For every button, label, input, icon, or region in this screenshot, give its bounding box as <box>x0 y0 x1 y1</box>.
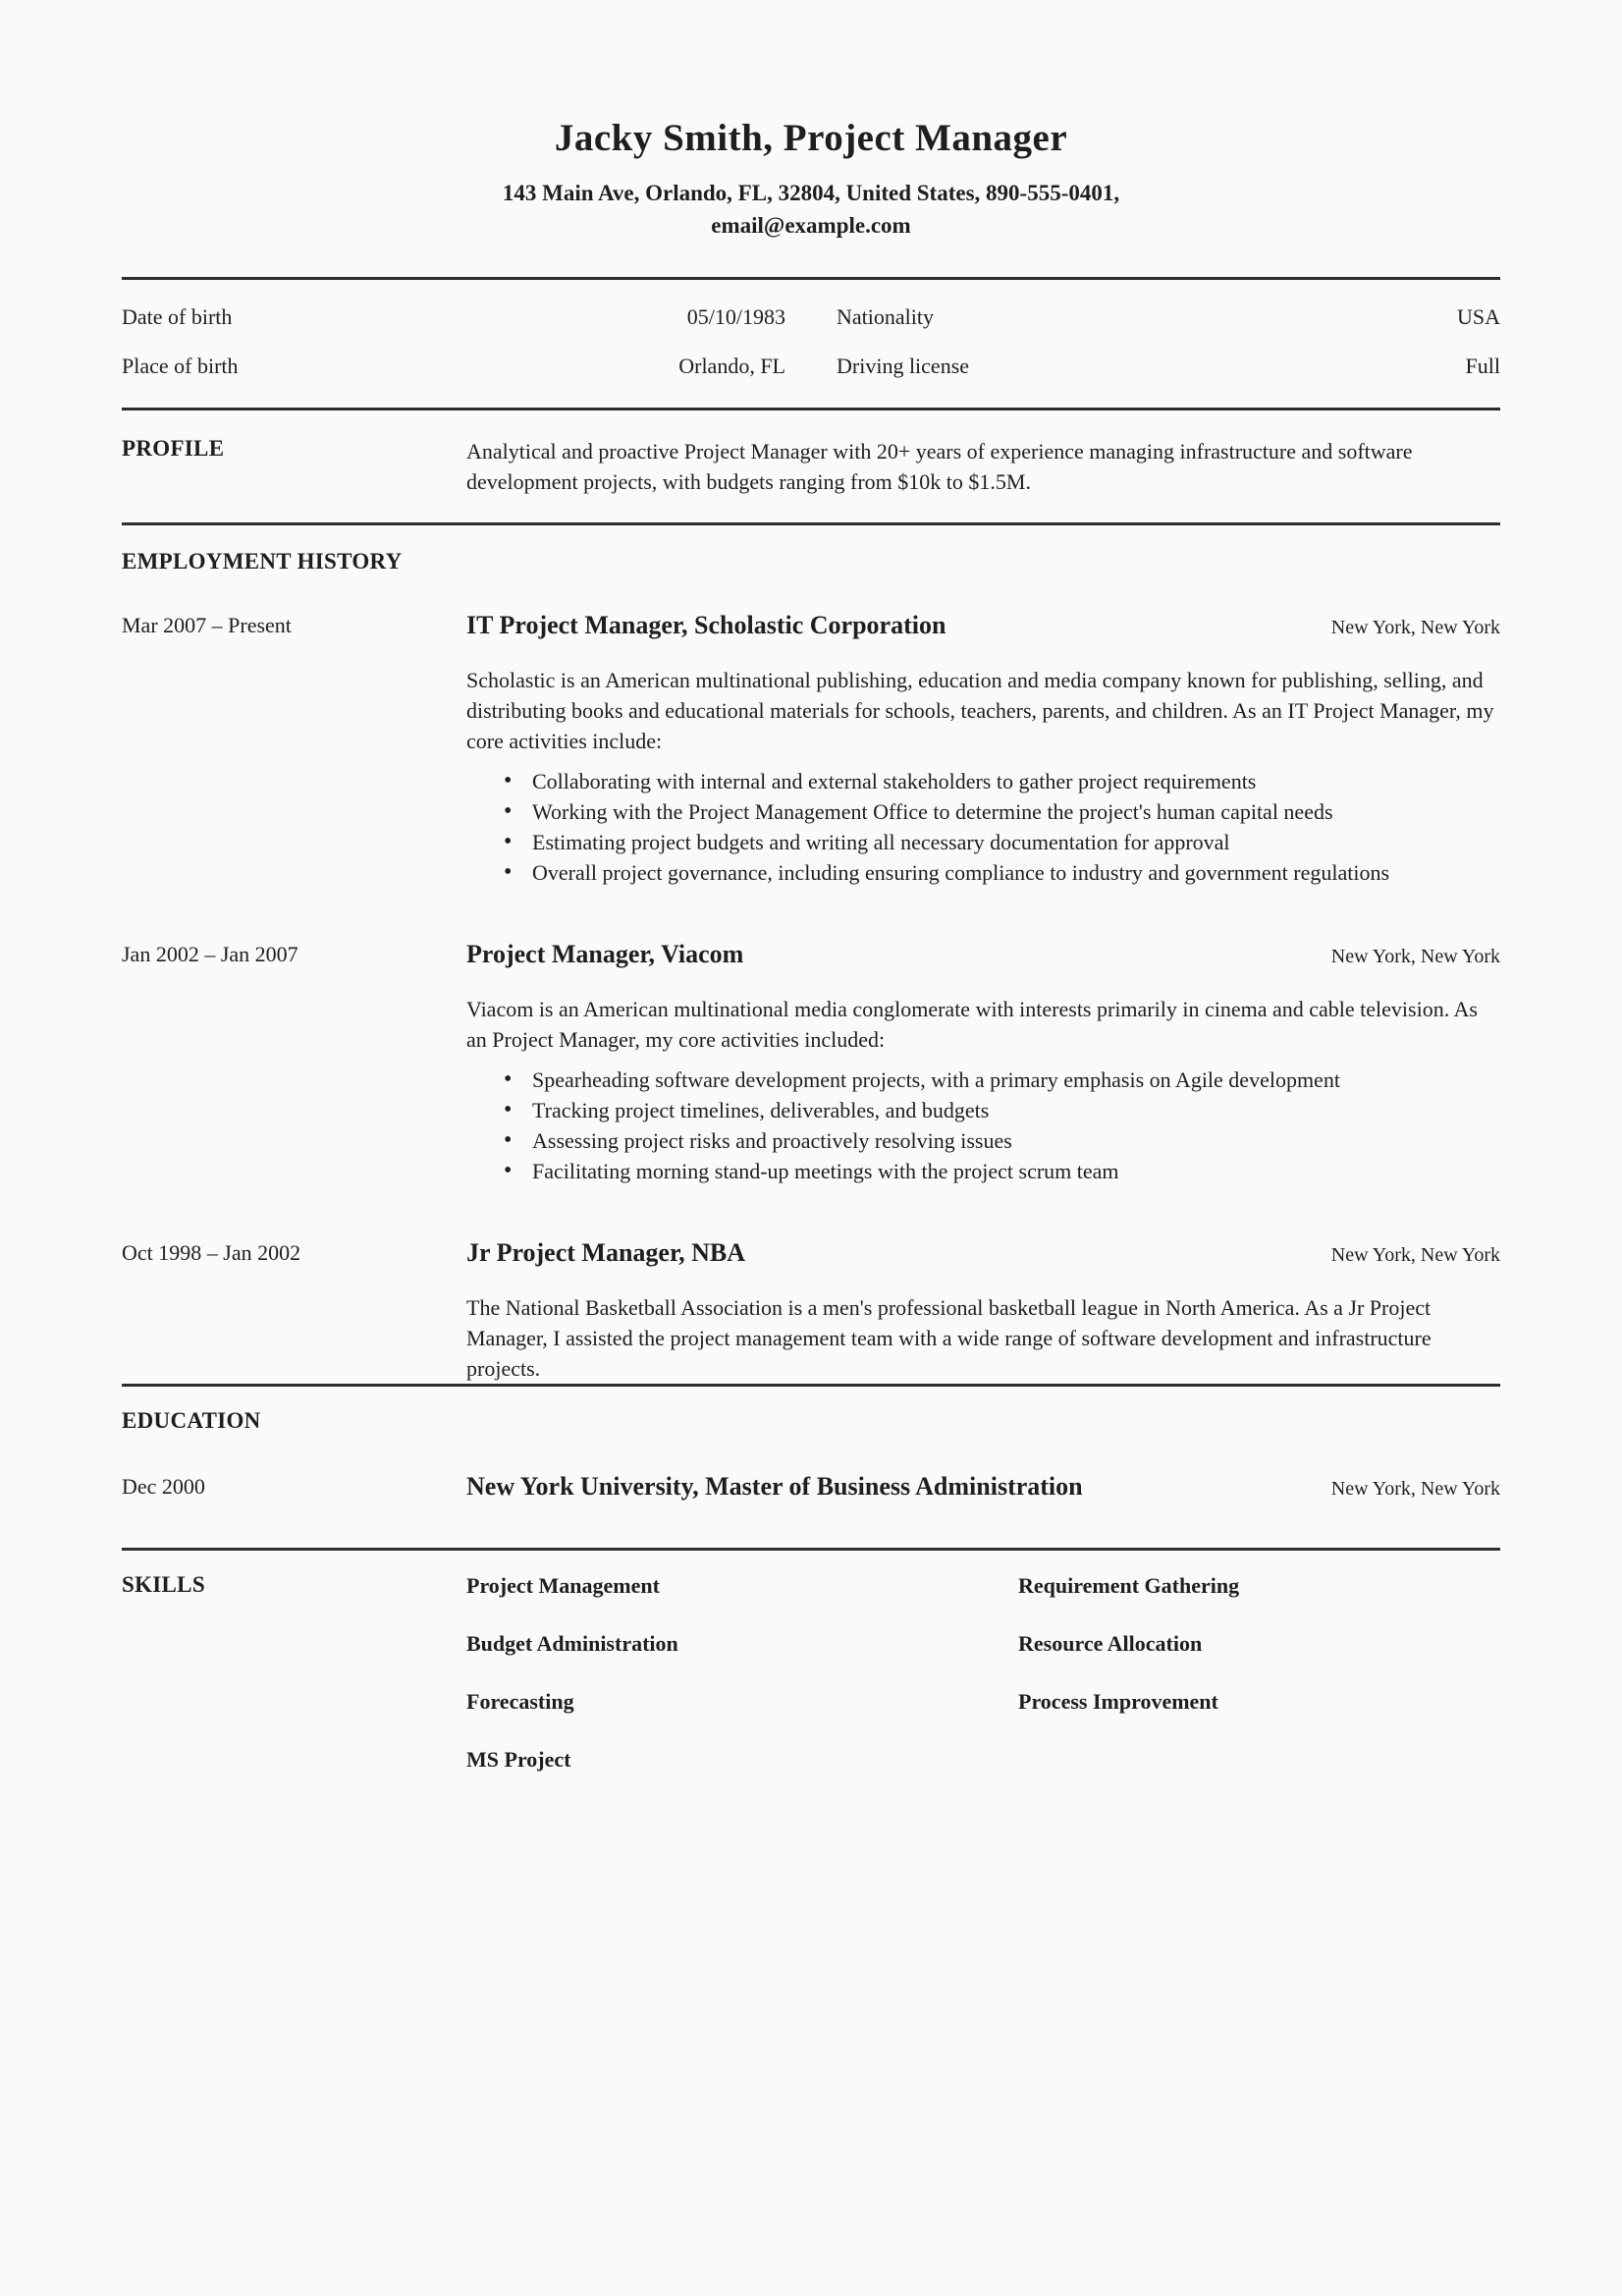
bullet-item: • Tracking project timelines, deliverables, and budgets <box>466 1095 1500 1125</box>
job-description: Scholastic is an American multinational publishing, education and media company known for publishing, selling, and distributing books and educational materials for schools, teachers, parents, and children. As an IT Project Manager, my core activities include: <box>466 668 1494 753</box>
profile-heading: PROFILE <box>122 436 225 461</box>
detail-label: Date of birth <box>122 304 233 329</box>
contact-info <box>122 177 1500 242</box>
detail-driving-license <box>837 353 1500 380</box>
bullet-item: • Working with the Project Management Office to determine the project's human capital needs <box>466 796 1500 827</box>
job-dates: Jan 2002 – Jan 2007 <box>122 942 298 966</box>
skills-column-left <box>466 1572 1018 1774</box>
bullet-item: • Assessing project risks and proactively resolving issues <box>466 1125 1500 1156</box>
detail-place-of-birth <box>122 353 785 380</box>
job-bullet-list <box>466 766 1500 888</box>
education-main <box>466 1471 1500 1503</box>
skill-item: MS Project <box>466 1747 571 1772</box>
job-title-row <box>466 610 1500 641</box>
job-description: The National Basketball Association is a men's professional basketball league in North America. As a Jr Project Manager, I assisted the project management team with a wide range of software development and infrastructure projects. <box>466 1295 1432 1381</box>
detail-value: Orlando, FL <box>678 354 785 378</box>
education-entry <box>122 1471 1500 1503</box>
job-entry <box>122 939 1500 1186</box>
education-title: New York University, Master of Business Administration <box>466 1472 1083 1501</box>
skills-heading: SKILLS <box>122 1572 205 1597</box>
job-main <box>466 939 1500 1186</box>
detail-value: USA <box>1456 304 1500 329</box>
detail-value: 05/10/1983 <box>686 304 785 329</box>
education-title-row <box>466 1471 1500 1503</box>
skill-item: Budget Administration <box>466 1631 678 1656</box>
skills-column-right <box>1018 1572 1500 1774</box>
skill-item: Project Management <box>466 1573 660 1598</box>
bullet-item: • Overall project governance, including ensuring compliance to industry and government regulations <box>466 857 1500 888</box>
bullet-item: • Spearheading software development projects, with a primary emphasis on Agile development <box>466 1065 1500 1095</box>
job-title: Project Manager, Viacom <box>466 940 744 968</box>
education-section <box>122 1387 1500 1548</box>
detail-label: Driving license <box>837 354 970 378</box>
job-title-row <box>466 1237 1500 1269</box>
skills-section <box>122 1551 1500 1817</box>
personal-details <box>122 280 1500 408</box>
job-dates: Mar 2007 – Present <box>122 613 292 637</box>
job-title-row <box>466 939 1500 970</box>
profile-text: Analytical and proactive Project Manager with 20+ years of experience managing infrastructure and software development projects, with budgets ranging from $10k to $1.5M. <box>466 439 1413 494</box>
job-main <box>466 610 1500 888</box>
bullet-item: • Estimating project budgets and writing all necessary documentation for approval <box>466 827 1500 857</box>
job-entry <box>122 1237 1500 1384</box>
skill-item: Requirement Gathering <box>1018 1573 1240 1598</box>
education-heading: EDUCATION <box>122 1408 261 1433</box>
detail-label: Nationality <box>837 304 934 329</box>
job-dates: Oct 1998 – Jan 2002 <box>122 1240 301 1265</box>
skills-grid <box>466 1572 1500 1774</box>
spacer <box>122 1503 1500 1548</box>
job-entry <box>122 610 1500 888</box>
contact-line-2: email@example.com <box>711 213 911 238</box>
employment-heading: EMPLOYMENT HISTORY <box>122 549 403 574</box>
page-title: Jacky Smith, Project Manager <box>554 117 1068 159</box>
detail-value: Full <box>1465 354 1500 378</box>
education-dates: Dec 2000 <box>122 1474 205 1499</box>
profile-section <box>122 410 1500 522</box>
education-location: New York, New York <box>1330 1478 1500 1500</box>
detail-label: Place of birth <box>122 354 239 378</box>
detail-nationality <box>837 303 1500 331</box>
detail-date-of-birth <box>122 303 785 331</box>
job-title: IT Project Manager, Scholastic Corporation <box>466 611 946 639</box>
contact-line-1: 143 Main Ave, Orlando, FL, 32804, United States, 890-555-0401, <box>502 181 1120 205</box>
bullet-item: • Collaborating with internal and external stakeholders to gather project requirements <box>466 766 1500 796</box>
job-main <box>466 1237 1500 1384</box>
job-title: Jr Project Manager, NBA <box>466 1238 746 1267</box>
skill-item: Forecasting <box>466 1689 574 1714</box>
skill-item: Process Improvement <box>1018 1689 1218 1714</box>
job-location: New York, New York <box>1330 946 1500 967</box>
job-bullet-list <box>466 1065 1500 1186</box>
job-location: New York, New York <box>1330 1244 1500 1266</box>
job-description: Viacom is an American multinational media conglomerate with interests primarily in cinema and cable television. As an Project Manager, my core activities included: <box>466 997 1478 1052</box>
employment-section <box>122 525 1500 1384</box>
job-location: New York, New York <box>1330 617 1500 638</box>
bullet-item: • Facilitating morning stand-up meetings with the project scrum team <box>466 1156 1500 1186</box>
skill-item: Resource Allocation <box>1018 1631 1203 1656</box>
